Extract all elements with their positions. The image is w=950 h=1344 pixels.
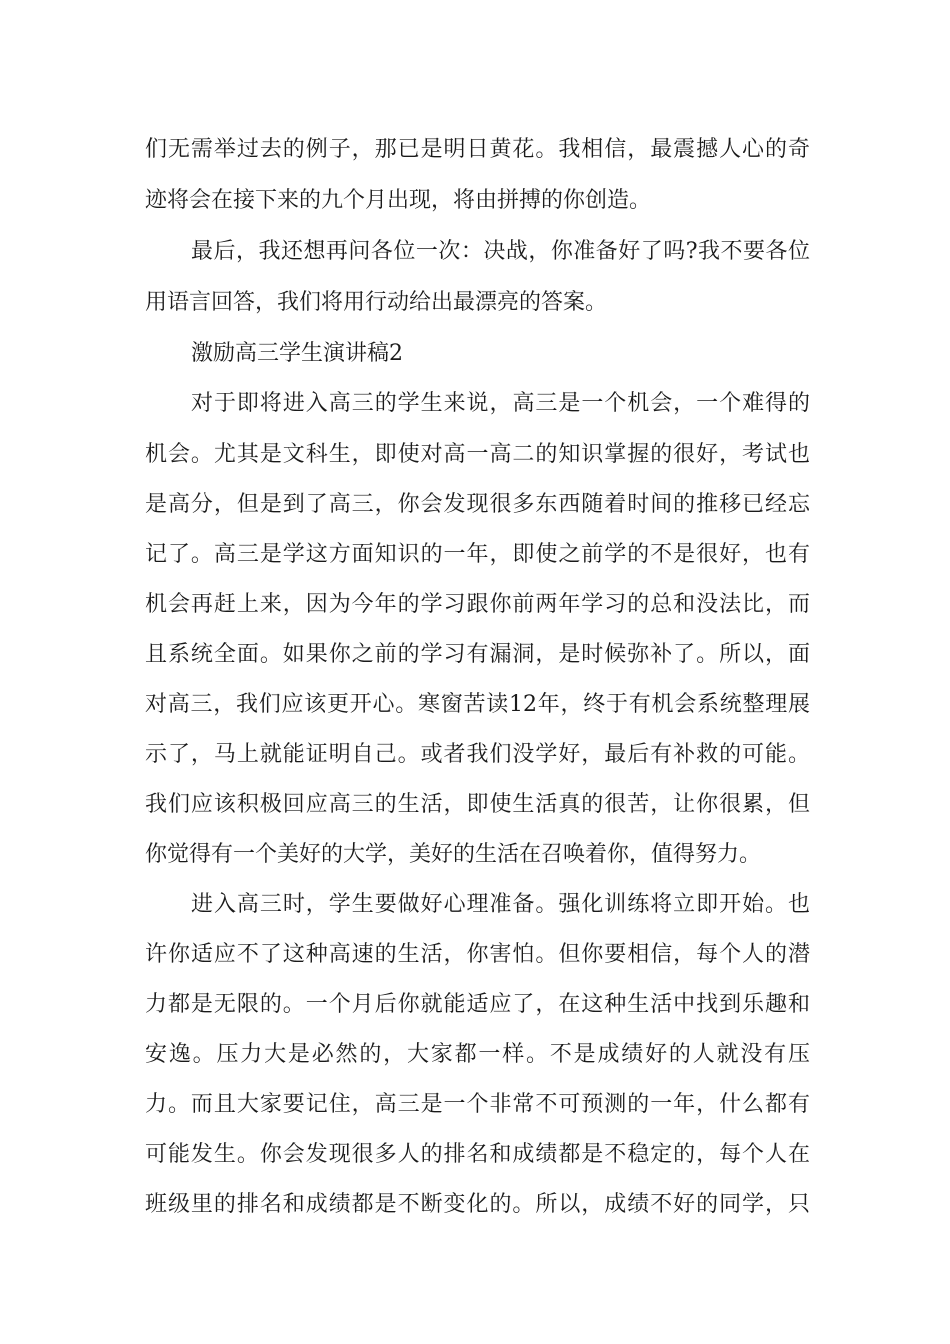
paragraph-line: 安逸。压力大是必然的，大家都一样。不是成绩好的人就没有压 (145, 1042, 810, 1067)
paragraph-line: 许你适应不了这种高速的生活，你害怕。但你要相信，每个人的潜 (145, 942, 810, 967)
paragraph-line: 对高三，我们应该更开心。寒窗苦读12年，终于有机会系统整理展 (145, 692, 810, 717)
paragraph-line: 示了，马上就能证明自己。或者我们没学好，最后有补救的可能。 (145, 742, 810, 767)
paragraph-line: 班级里的排名和成绩都是不断变化的。所以，成绩不好的同学，只 (145, 1192, 810, 1217)
paragraph-line: 们无需举过去的例子，那已是明日黄花。我相信，最震撼人心的奇 (145, 137, 810, 162)
paragraph-line: 记了。高三是学这方面知识的一年，即使之前学的不是很好，也有 (145, 542, 810, 567)
paragraph-line: 迹将会在接下来的九个月出现，将由拼搏的你创造。 (145, 188, 652, 213)
paragraph-line: 用语言回答，我们将用行动给出最漂亮的答案。 (145, 290, 608, 315)
paragraph-line: 你觉得有一个美好的大学，美好的生活在召唤着你，值得努力。 (145, 842, 762, 867)
paragraph-line: 我们应该积极回应高三的生活，即使生活真的很苦，让你很累，但 (145, 792, 810, 817)
paragraph-line: 对于即将进入高三的学生来说，高三是一个机会，一个难得的 (191, 391, 810, 416)
paragraph-line: 力都是无限的。一个月后你就能适应了，在这种生活中找到乐趣和 (145, 992, 810, 1017)
paragraph-line: 是高分，但是到了高三，你会发现很多东西随着时间的推移已经忘 (145, 492, 810, 517)
paragraph-line: 机会再赶上来，因为今年的学习跟你前两年学习的总和没法比，而 (145, 592, 810, 617)
paragraph-line: 最后，我还想再问各位一次：决战，你准备好了吗?我不要各位 (191, 239, 810, 264)
paragraph-line: 且系统全面。如果你之前的学习有漏洞，是时候弥补了。所以，面 (145, 642, 810, 667)
paragraph-line: 进入高三时，学生要做好心理准备。强化训练将立即开始。也 (191, 892, 810, 917)
section-heading: 激励高三学生演讲稿2 (191, 341, 403, 366)
paragraph-line: 可能发生。你会发现很多人的排名和成绩都是不稳定的，每个人在 (145, 1142, 810, 1167)
paragraph-line: 力。而且大家要记住，高三是一个非常不可预测的一年，什么都有 (145, 1092, 810, 1117)
paragraph-line: 机会。尤其是文科生，即使对高一高二的知识掌握的很好，考试也 (145, 442, 810, 467)
